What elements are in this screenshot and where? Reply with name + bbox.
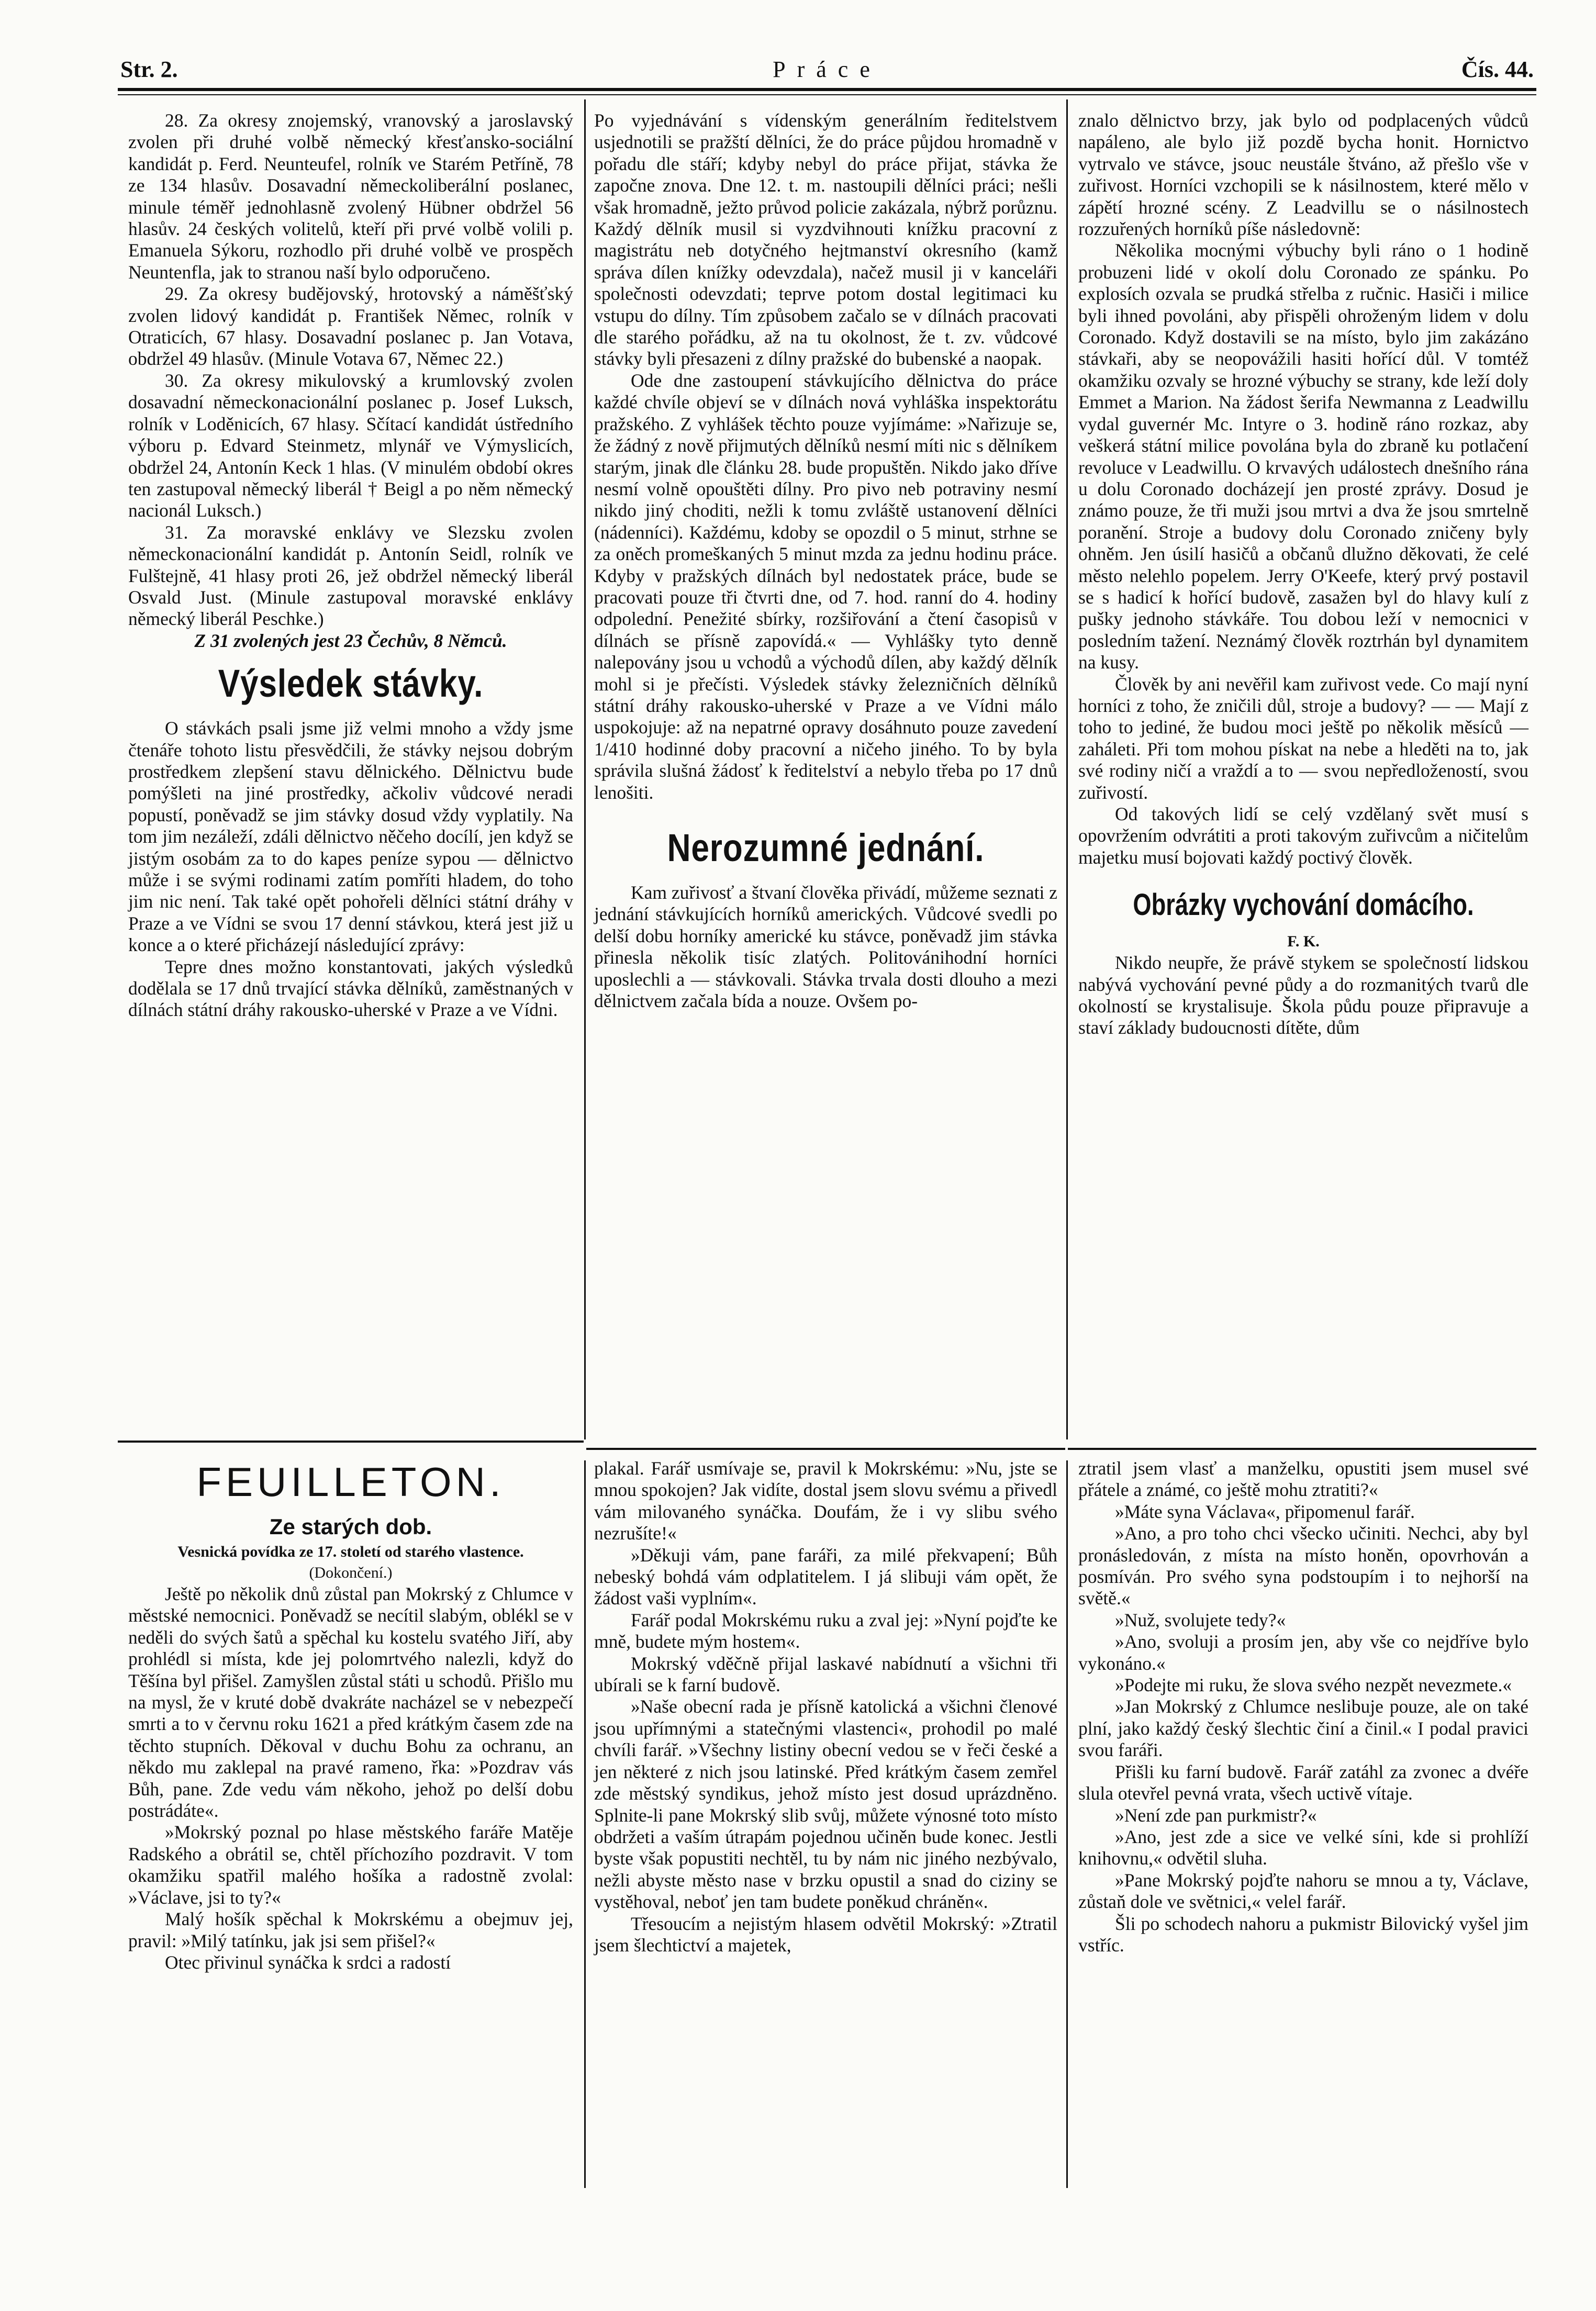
feuilleton-para: »Mokrský poznal po hlase městského faráře Matěje Radského a obrátil se, chtěl příchozího pozdravit. V tom okamžiku spatřil malého hošíka a radostně zvolal: »Václave, jsi to ty?« — [128, 1822, 573, 1908]
election-summary: Z 31 zvolených jest 23 Čechův, 8 Němců. — [194, 630, 507, 651]
issue-number: Čís. 44. — [1461, 57, 1534, 82]
feuilleton-para: »Není zde pan purkmistr?« — [1115, 1804, 1317, 1826]
feuilleton-para: Otec přivinul synáčka k srdci a radostí — [165, 1951, 451, 1973]
column-3-top — [1078, 110, 1528, 1039]
feuilleton-para: »Děkuji vám, pane faráři, za milé překvapení; Bůh nebeský bohdá vám odplatitelem. I já slibuji vám opět, že žádost vaši vyplním«. — [594, 1544, 1057, 1609]
story-note: (Dokončení.) — [309, 1564, 393, 1581]
election-item-30: 30. Za okresy mikulovský a krumlovský zvolen dosavadní německonacionální poslanec p. Josef Luksch, rolník v Loděnicích, 67 hlasy. Sčítací kandidát ústředního výboru p. Edvard Steinmetz, mlynář ve Výmyslicích, obdržel 24, Antonín Keck 1 hlas. (V minulém období okres ten zastupoval německý liberál † Beigl a po něm německý nacionál Luksch.) — [128, 370, 573, 521]
feuilleton-para: »Pane Mokrský pojďte nahoru se mnou a ty, Václave, zůstaň dole ve světnici,« velel farář. — [1078, 1869, 1528, 1913]
header-rule — [118, 88, 1536, 91]
election-item-31: 31. Za moravské enklávy ve Slezsku zvolen německonacionální kandidát p. Antonín Seidl, rolník ve Fulštejně, 41 hlasy proti 26, jež obdržel německý liberál Osvald Just. (Minule zastupoval moravské enklávy německý liberál Peschke.) — [128, 521, 573, 630]
nerozumne-para-4: Člověk by ani nevěřil kam zuřivost vede. Co mají nyní horníci z toho, že zničili důl, stroje a budovy? — — Mají z toho to jediné, že budou moci ještě po několik měsíců — zaháleti. Při tom mohou pískat na nebe a hleděti na to, jak své rodiny ničí a vraždí a to — svou nepředložeností, svou zuřivostí. — [1078, 673, 1528, 803]
vysledek-para-4: Ode dne zastoupení stávkujícího dělnictva do práce každé chvíle objeví se v dílnách nová vyhláška inspektorátu pražského. Z vyhlášek těchto pouze vyjímáme: »Nařizuje se, že žádný z nově přijmutých dělníků nesmí míti nic s dělníkem starým, jinak dle článku 28. bude propuštěn. Nikdo jako dříve nesmí volně opouštěti dílny. Pro pivo neb potraviny nesmí nikdo jiný choditi, nežli k tomu zvláště ustanovení dělníci (nádenníci). Každému, kdoby se opozdil o 5 minut, strhne se za oněch promeškaných 5 minut mzda za jednu hodinu práce. Kdyby v pražských dílnách byl nedostatek práce, bude se pracovati pouze tři čtvrti dne, od 7. hod. ranní do 4. hodiny odpolední. Penežité sbírky, rozšiřování a čtení časopisů v dílnách se přísně zapovídá.« — Vyhlášky tyto denně nalepovány jsou u vchodů a východů dílen, aby každý dělník mohl si je přečísti. Výsledek stávky železničních dělníků státní dráhy rakousko-uherské v Praze a ve Vídni málo uspokojuje: až na nepatrné opravy dosáhnuto pouze zavedení 1/410 hodinné doby pracovní a ničeho jiného. To by byla správila slušná žádosť k ředitelství a nebylo třeba po 17 dnů lenošiti. — [594, 370, 1057, 803]
feuilleton-rule — [586, 1448, 1065, 1450]
feuilleton-title: FEUILLETON. — [196, 1459, 505, 1505]
feuilleton-para: ztratil jsem vlasť a manželku, opustiti jsem musel své přátele a známé, co ještě mohu ztratiti?« — [1078, 1458, 1528, 1501]
feuilleton-para: »Jan Mokrský z Chlumce neslibuje pouze, ale on také plní, jako každý český šlechtic činí a činil.« I podal pravici svou faráři. — [1078, 1696, 1528, 1761]
feuilleton-rule — [118, 1441, 584, 1443]
election-item-29: 29. Za okresy budějovský, hrotovský a náměšťský zvolen lidový kandidát p. František Němec, rolník v Otraticích, 67 hlasy. Dosavadní poslanec p. Jan Votava, obdržel 49 hlasův. (Minule Votava 67, Němec 22.) — [128, 283, 573, 370]
feuilleton-para: Malý hošík spěchal k Mokrskému a obejmuv jej, pravil: »Milý tatínku, jak jsi sem přišel?« — [128, 1908, 573, 1951]
vysledek-headline: Výsledek stávky. — [218, 662, 484, 706]
feuilleton-column-3 — [1078, 1458, 1528, 1956]
nerozumne-para-3: Několika mocnými výbuchy byli ráno o 1 hodině probuzeni lidé v okolí dolu Coronado ze spánku. Po explosích ozvala se prudká střelba z ručnic. Hasiči i milice byli ihned povoláni, aby přispěli ohroženým lidem v dolu Coronado. Když dostavili se na místo, bylo jim zakázáno stávkaři, aby se neopovážili hasiti hořící důl. V tomtéž okamžiku ozvaly se hrozné výbuchy se strany, kde leží doly Emmet a Marion. Na žádost šerifa Newmanna z Leadwillu vydal guvernér Mc. Intyre o 3. hodině ráno rozkaz, aby veškerá státní milice povolána byla do zbraně ku potlačení revoluce v Leadwillu. O krvavých událostech dnešního rána u dolu Coronado docházejí jen prosté zprávy. Dosud je známo pouze, že tři muži jsou mrtvi a dva že jsou smrtelně poranění. Stroje a budovy dolu Coronado zničeny byly ohněm. Jen úsilí hasičů a občanů dlužno děkovati, že celé město nelehlo popelem. Jerry O'Keefe, který prvý postavil se s hadicí k hořící budově, zasažen byl do hlavy kulí z pušky jednoho stávkáře. Tou dobou leží v nemocnici v posledním tažení. Neznámý člověk roztrhán byl dynamitem na kusy. — [1078, 240, 1528, 673]
story-subtitle: Vesnická povídka ze 17. století od starého vlastence. — [177, 1543, 524, 1560]
feuilleton-para: plakal. Farář usmívaje se, pravil k Mokrskému: »Nu, jste se mnou spokojen? Jak vidíte, dostal jsem slovu svému a přivedl vám milovaného synáčka. Doufám, že i vy slibu svého nezrušíte!« — [594, 1458, 1057, 1544]
feuilleton-para: Přišli ku farní budově. Farář zatáhl za zvonec a dvéře slula otevřel pevná vrata, všech uctivě vítaje. — [1078, 1761, 1528, 1804]
feuilleton-para: Šli po schodech nahoru a pukmistr Bilovický vyšel jim vstříc. — [1078, 1913, 1528, 1956]
column-1-top — [128, 110, 573, 1021]
feuilleton-para: Třesoucím a nejistým hlasem odvětil Mokrský: »Ztratil jsem šlechtictví a majetek, — [594, 1913, 1057, 1956]
column-divider — [1066, 1460, 1068, 2188]
column-divider — [584, 99, 586, 1439]
obrazky-para-1: Nikdo neupře, že právě stykem se společností lidskou nabývá vychování pevné půdy a do rozmanitých tvarů dle okolností se krystalisuje. Škola půdu pouze připravuje a staví základy budoucnosti dítěte, dům — [1078, 952, 1528, 1039]
obrazky-headline: Obrázky vychování domácího. — [1133, 888, 1474, 922]
column-divider — [1066, 99, 1068, 1439]
story-title: Ze starých dob. — [269, 1514, 432, 1539]
feuilleton-para: Mokrský vděčně přijal laskavé nabídnutí a všichni tři ubírali se k farní budově. — [594, 1653, 1057, 1696]
feuilleton-para: »Ano, svoluji a prosím jen, aby vše co nejdříve bylo vykonáno.« — [1078, 1631, 1528, 1674]
feuilleton-para: »Máte syna Václava«, připomenul farář. — [1115, 1501, 1415, 1522]
feuilleton-para: »Podejte mi ruku, že slova svého nezpět nevezmete.« — [1115, 1674, 1512, 1696]
feuilleton-para: Ještě po několik dnů zůstal pan Mokrský z Chlumce v městské nemocnici. Poněvadž se necítil slabým, oblékl se v neděli do svých šatů a spěchal ku kostelu svatého Jiří, aby prohlédl si místa, kde jej polomrtvého nalezli, když do Těšína byl přišel. Zamyšlen zůstal státi u schodů. Přišlo mu na mysl, že v kruté době dvakráte nacházel se v nebezpečí smrti a to v červnu roku 1621 a před krátkým časem zde na těchto stupních. Děkoval v duchu Bohu za ochranu, an někdo mu zaklepal na pravé rameno, řka: »Pozdrav vás Bůh, pane. Zde vedu vám někoho, jehož po delší dobu postrádáte«. — [128, 1583, 573, 1822]
feuilleton-para: »Ano, jest zde a sice ve velké síni, kde si prohlíží knihovnu,« odvětil sluha. — [1078, 1826, 1528, 1869]
column-divider — [584, 1460, 586, 2188]
feuilleton-rule — [1068, 1448, 1536, 1450]
page-number: Str. 2. — [120, 57, 178, 82]
feuilleton-column-1 — [128, 1453, 573, 1973]
feuilleton-para: »Naše obecní rada je přísně katolická a všichni členové jsou upřímnými a statečnými vlastenci«, prohodil po malé chvíli farář. »Všechny listiny obecní vedou se v řeči české a jen některé z nich jsou latinské. Před krátkým časem zemřel zde městský syndikus, jehož místo jest dosud uprázdněno. Splnite-li pane Mokrský slib svůj, můžete výnosné toto místo obdržeti a vaším útrapám pojednou učiněn bude konec. Jestli byste však popustiti nechtěl, tu by nám nic jiného nezbývalo, nežli abyste město nase v brzku opustil a snad do ciziny se vystěhoval, neboť jen tam budete poněkud chráněn«. — [594, 1696, 1057, 1913]
vysledek-para-3: Po vyjednávání s vídenským generálním ředitelstvem usjednotili se pražští dělníci, že do práce půjdou hromadně v pořadu dle stáří; kdyby nebyl do práce přijat, stávka že započne znova. Dne 12. t. m. nastoupili dělníci práci; nešli však hromadně, ježto průvod policie zakázala, nýbrž porůznu. Každý dělník musil si vyzdvihnouti knížku pracovní z magistrátu neb dotyčného hejtmanství okresního (kamž správa dílen knížky odevzdala), načež musil ji v kanceláři společnosti odevzdati; teprve potom dostal legitimaci ku vstupu do dílny. Tím způsobem začalo se v dílnách pracovati dle starého pořádku, až na tu okolnost, že t. zv. vůdcové stávky byli přesazeni z dílny pražské do bubenské a naopak. — [594, 110, 1057, 370]
election-item-28: 28. Za okresy znojemský, vranovský a jaroslavský zvolen při druhé volbě německý křesťansko-sociální kandidát p. Ferd. Neunteufel, rolník ve Starém Petříně, 78 ze 134 hlasův. Dosavadní německoliberální poslanec, minule téměř jednohlasně zvolený Hübner obdržel 56 hlasův. 24 českých volitelů, kteří při prvé volbě volili p. Emanuela Sýkoru, rozhodlo při druhé volbě ve prospěch Neuntenfla, jak to stranou naší bylo odporučeno. — [128, 110, 573, 283]
feuilleton-para: »Nuž, svolujete tedy?« — [1115, 1609, 1286, 1631]
column-2-top — [594, 110, 1057, 1012]
nerozumne-para-2: znalo dělnictvo brzy, jak bylo od podplacených vůdců napáleno, ale bylo již pozdě bycha honit. Hornictvo vytrvalo ve stávce, jsouc neustále štváno, až přešlo vše v zuřivost. Horníci vzchopili se k násilnostem, které mělo v zápětí hrozné scény. Z Leadvillu se o násilnostech rozzuřených horníků píše následovně: — [1078, 110, 1528, 240]
page-header — [120, 50, 1534, 92]
feuilleton-column-2 — [594, 1458, 1057, 1956]
header-rule-thin — [118, 94, 1536, 95]
vysledek-para-2: Tepre dnes možno konstantovati, jakých výsledků dodělala se 17 dnů trvající stávka dělníků, zaměstnaných v dílnách státní dráhy rakousko-uherské v Praze a ve Vídni. — [128, 956, 573, 1021]
newspaper-title: Práce — [773, 57, 881, 82]
feuilleton-para: Farář podal Mokrskému ruku a zval jej: »Nyní pojďte ke mně, budete mým hostem«. — [594, 1609, 1057, 1653]
feuilleton-para: »Ano, a pro toho chci všecko učiniti. Nechci, aby byl pronásledován, z místa na místo honěn, opovrhován a posmíván. Pro svého syna podstoupím i to nejhorší na světě.« — [1078, 1523, 1528, 1609]
vysledek-para-1: O stávkách psali jsme již velmi mnoho a vždy jsme čtenáře tohoto listu přesvědčili, že stávky nejsou dobrým prostředkem zlepšení stavu dělnického. Dělnictvu bude pomýšleti na jiné prostředky, ačkoliv vůdcové neradi popustí, poněvadž se jim stávky dosud vždy vyplatily. Na tom jim nezáleží, zdáli dělnictvo něčeho docílí, jen když se jistým osobám za to do kapes peníze sypou — dělnictvo může i se svými rodinami zatím pomříti hladem, do toho jim nic není. Tak také opět pohořeli dělníci státní dráhy v Praze a ve Vídni se svou 17 denní stávkou, která jest již u konce a o které přicházejí následující zprávy: — [128, 718, 573, 956]
nerozumne-para-5: Od takových lidí se celý vzdělaný svět musí s opovržením odvrátiti a proti takovým zuřivcům a ničitelům majetku musí bojovati každý poctivý člověk. — [1078, 803, 1528, 868]
obrazky-author: F. K. — [1287, 933, 1320, 951]
nerozumne-headline: Nerozumné jednání. — [667, 826, 985, 869]
nerozumne-para-1: Kam zuřivosť a štvaní člověka přivádí, můžeme seznati z jednání stávkujících horníků amerických. Vůdcové svedli po delší dobu horníky americké ku stávce, poněvadž jim stávka přinesla několik tisíc zlatých. Politovánihodní horníci uposlechli a — stávkovali. Stávka trvala dosti dlouho a mezi dělnictvem začala bída a nouze. Ovšem po- — [594, 882, 1057, 1012]
